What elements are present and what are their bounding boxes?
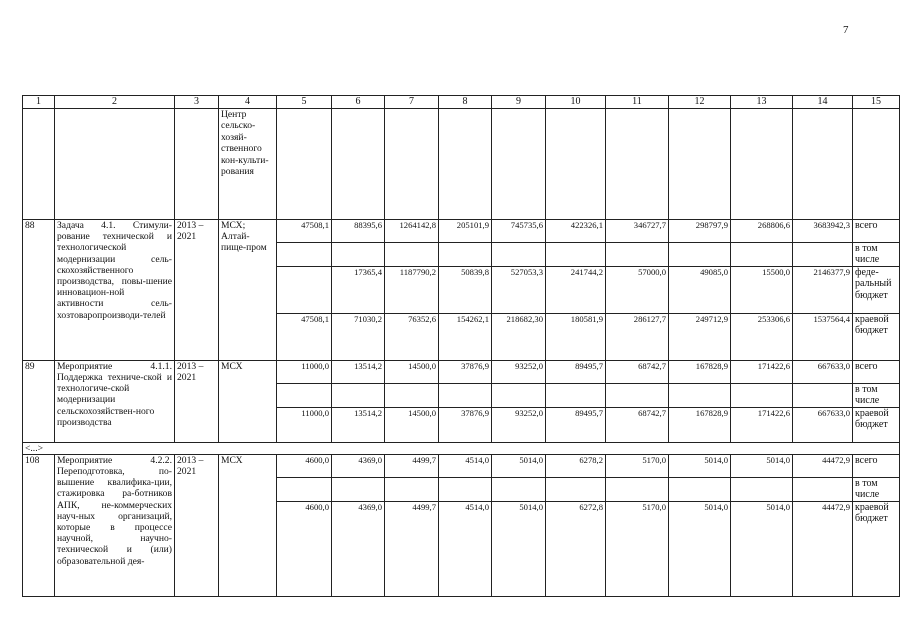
column-header: 1 bbox=[23, 96, 55, 109]
amount-cell: 47508,1 bbox=[277, 220, 332, 243]
funding-source: краевой бюджет bbox=[853, 313, 900, 360]
amount-cell bbox=[546, 383, 606, 407]
column-header: 3 bbox=[175, 96, 219, 109]
amount-cell bbox=[492, 243, 546, 267]
column-header: 8 bbox=[439, 96, 492, 109]
amount-cell: 4514,0 bbox=[439, 501, 492, 596]
amount-cell: 171422,6 bbox=[731, 360, 793, 383]
amount-cell: 44472,9 bbox=[793, 454, 853, 477]
amount-cell: 253306,6 bbox=[731, 313, 793, 360]
funding-source: в том числе bbox=[853, 477, 900, 501]
amount-cell: 5014,0 bbox=[731, 454, 793, 477]
amount-cell: 6278,2 bbox=[546, 454, 606, 477]
amount-cell: 205101,9 bbox=[439, 220, 492, 243]
amount-cell: 14500,0 bbox=[385, 360, 439, 383]
amount-cell: 13514,2 bbox=[332, 360, 385, 383]
funding-source: краевой бюджет bbox=[853, 501, 900, 596]
measure-name: Задача 4.1. Стимули-рование технической и технологической модернизации сель-скохозяйственного производства, повы-шение инновацион-ной активности сель-хозтоваропроизводи-телей bbox=[55, 220, 175, 361]
amount-cell: 180581,9 bbox=[546, 313, 606, 360]
amount-cell bbox=[793, 383, 853, 407]
amount-cell: 68742,7 bbox=[606, 407, 669, 442]
amount-cell bbox=[669, 243, 731, 267]
column-header: 11 bbox=[606, 96, 669, 109]
amount-cell: 37876,9 bbox=[439, 360, 492, 383]
column-header: 14 bbox=[793, 96, 853, 109]
amount-cell bbox=[277, 266, 332, 313]
amount-cell: 4499,7 bbox=[385, 454, 439, 477]
amount-cell: 50839,8 bbox=[439, 266, 492, 313]
amount-cell: 527053,3 bbox=[492, 266, 546, 313]
amount-cell: 76352,6 bbox=[385, 313, 439, 360]
amount-cell bbox=[385, 477, 439, 501]
amount-cell: 4600,0 bbox=[277, 501, 332, 596]
amount-cell: 15500,0 bbox=[731, 266, 793, 313]
amount-cell bbox=[277, 383, 332, 407]
amount-cell bbox=[731, 477, 793, 501]
header-row bbox=[23, 96, 900, 109]
amount-cell bbox=[385, 383, 439, 407]
amount-cell bbox=[439, 243, 492, 267]
period: 2013 – 2021 bbox=[175, 220, 219, 361]
row-number: 108 bbox=[23, 454, 55, 596]
amount-cell: 13514,2 bbox=[332, 407, 385, 442]
page-number: 7 bbox=[843, 24, 849, 36]
amount-cell: 89495,7 bbox=[546, 407, 606, 442]
measure-name: Мероприятие 4.1.1. Поддержка техниче-ской и технологиче-ской модернизации сельскохозяйствен-ного производства bbox=[55, 360, 175, 442]
executor: МСХ bbox=[219, 360, 277, 442]
amount-cell: 5014,0 bbox=[669, 454, 731, 477]
amount-cell bbox=[492, 477, 546, 501]
funding-source: в том числе bbox=[853, 243, 900, 267]
executor-cell: Центр сельско-хозяй-ственного кон-культи-рования bbox=[219, 109, 277, 220]
amount-cell: 1187790,2 bbox=[385, 266, 439, 313]
amount-cell: 346727,7 bbox=[606, 220, 669, 243]
amount-cell bbox=[492, 383, 546, 407]
amount-cell: 2146377,9 bbox=[793, 266, 853, 313]
table-row bbox=[23, 360, 900, 383]
amount-cell: 11000,0 bbox=[277, 407, 332, 442]
amount-cell: 14500,0 bbox=[385, 407, 439, 442]
column-header: 9 bbox=[492, 96, 546, 109]
column-header: 12 bbox=[669, 96, 731, 109]
amount-cell: 49085,0 bbox=[669, 266, 731, 313]
table-row bbox=[23, 454, 900, 477]
amount-cell: 218682,30 bbox=[492, 313, 546, 360]
amount-cell: 93252,0 bbox=[492, 360, 546, 383]
amount-cell bbox=[546, 243, 606, 267]
amount-cell: 286127,7 bbox=[606, 313, 669, 360]
continuation-row bbox=[23, 109, 900, 220]
amount-cell: 11000,0 bbox=[277, 360, 332, 383]
amount-cell: 17365,4 bbox=[332, 266, 385, 313]
funding-source: в том числе bbox=[853, 383, 900, 407]
amount-cell: 57000,0 bbox=[606, 266, 669, 313]
column-header: 7 bbox=[385, 96, 439, 109]
amount-cell: 167828,9 bbox=[669, 360, 731, 383]
amount-cell: 167828,9 bbox=[669, 407, 731, 442]
amount-cell bbox=[606, 383, 669, 407]
amount-cell bbox=[439, 383, 492, 407]
program-table bbox=[22, 95, 900, 597]
amount-cell: 4369,0 bbox=[332, 501, 385, 596]
column-header: 2 bbox=[55, 96, 175, 109]
amount-cell bbox=[277, 477, 332, 501]
funding-source: краевой бюджет bbox=[853, 407, 900, 442]
amount-cell bbox=[439, 477, 492, 501]
amount-cell: 745735,6 bbox=[492, 220, 546, 243]
amount-cell bbox=[385, 243, 439, 267]
amount-cell: 5014,0 bbox=[492, 454, 546, 477]
amount-cell: 3683942,3 bbox=[793, 220, 853, 243]
amount-cell: 68742,7 bbox=[606, 360, 669, 383]
amount-cell: 44472,9 bbox=[793, 501, 853, 596]
ellipsis-marker: <...> bbox=[23, 442, 900, 454]
amount-cell: 5014,0 bbox=[731, 501, 793, 596]
amount-cell: 5170,0 bbox=[606, 454, 669, 477]
amount-cell: 88395,6 bbox=[332, 220, 385, 243]
amount-cell: 241744,2 bbox=[546, 266, 606, 313]
executor: МСХ; Алтай-пище-пром bbox=[219, 220, 277, 361]
amount-cell bbox=[332, 243, 385, 267]
amount-cell: 5170,0 bbox=[606, 501, 669, 596]
amount-cell: 268806,6 bbox=[731, 220, 793, 243]
row-number: 88 bbox=[23, 220, 55, 361]
funding-source: всего bbox=[853, 454, 900, 477]
column-header: 15 bbox=[853, 96, 900, 109]
amount-cell bbox=[731, 243, 793, 267]
amount-cell: 93252,0 bbox=[492, 407, 546, 442]
amount-cell: 71030,2 bbox=[332, 313, 385, 360]
amount-cell bbox=[546, 477, 606, 501]
amount-cell: 154262,1 bbox=[439, 313, 492, 360]
column-header: 10 bbox=[546, 96, 606, 109]
amount-cell bbox=[793, 243, 853, 267]
amount-cell: 47508,1 bbox=[277, 313, 332, 360]
amount-cell: 5014,0 bbox=[669, 501, 731, 596]
amount-cell bbox=[277, 243, 332, 267]
measure-name: Мероприятие 4.2.2. Переподготовка, по-вышение квалифика-ции, стажировка ра-ботников АПК, не-коммерческих науч-ных организаций, которые в процессе научной, научно-технической и (или) образовательной дея- bbox=[55, 454, 175, 596]
amount-cell: 4499,7 bbox=[385, 501, 439, 596]
amount-cell bbox=[606, 243, 669, 267]
column-header: 6 bbox=[332, 96, 385, 109]
amount-cell: 37876,9 bbox=[439, 407, 492, 442]
amount-cell: 6272,8 bbox=[546, 501, 606, 596]
amount-cell: 89495,7 bbox=[546, 360, 606, 383]
amount-cell: 1264142,8 bbox=[385, 220, 439, 243]
amount-cell bbox=[669, 477, 731, 501]
amount-cell: 4514,0 bbox=[439, 454, 492, 477]
amount-cell: 1537564,4 bbox=[793, 313, 853, 360]
period: 2013 – 2021 bbox=[175, 360, 219, 442]
column-header: 5 bbox=[277, 96, 332, 109]
amount-cell: 4369,0 bbox=[332, 454, 385, 477]
amount-cell bbox=[731, 383, 793, 407]
amount-cell: 5014,0 bbox=[492, 501, 546, 596]
funding-source: феде-ральный бюджет bbox=[853, 266, 900, 313]
row-number: 89 bbox=[23, 360, 55, 442]
funding-source: всего bbox=[853, 360, 900, 383]
amount-cell: 171422,6 bbox=[731, 407, 793, 442]
amount-cell: 422326,1 bbox=[546, 220, 606, 243]
amount-cell bbox=[793, 477, 853, 501]
funding-source: всего bbox=[853, 220, 900, 243]
amount-cell: 249712,9 bbox=[669, 313, 731, 360]
amount-cell bbox=[332, 477, 385, 501]
amount-cell: 667633,0 bbox=[793, 407, 853, 442]
column-header: 13 bbox=[731, 96, 793, 109]
amount-cell: 298797,9 bbox=[669, 220, 731, 243]
amount-cell bbox=[669, 383, 731, 407]
executor: МСХ bbox=[219, 454, 277, 596]
period: 2013 – 2021 bbox=[175, 454, 219, 596]
amount-cell: 4600,0 bbox=[277, 454, 332, 477]
column-header: 4 bbox=[219, 96, 277, 109]
ellipsis-row bbox=[23, 442, 900, 454]
amount-cell: 667633,0 bbox=[793, 360, 853, 383]
table-row bbox=[23, 220, 900, 243]
amount-cell bbox=[606, 477, 669, 501]
amount-cell bbox=[332, 383, 385, 407]
